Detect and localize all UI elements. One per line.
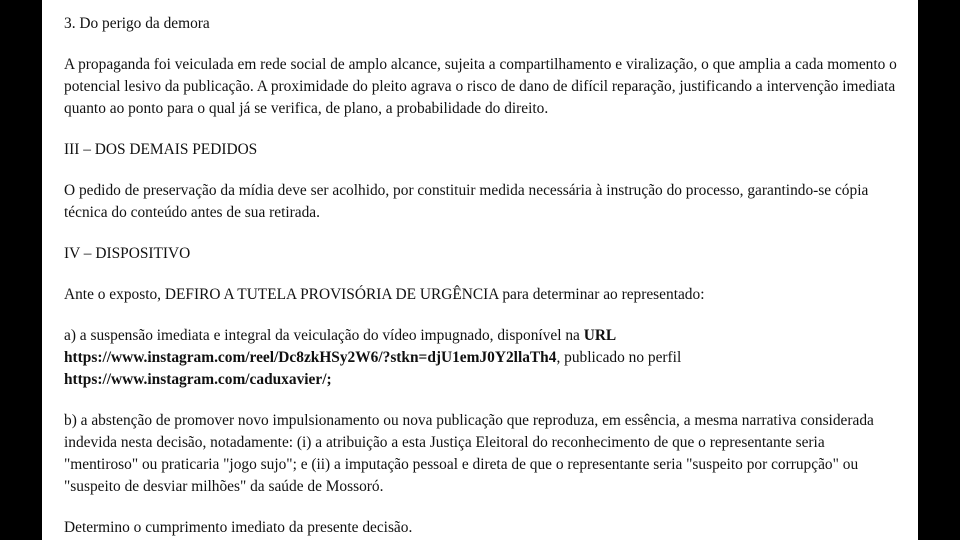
item-a-paragraph (64, 325, 900, 391)
section-IV-heading: IV – DISPOSITIVO (64, 245, 191, 262)
section-III-paragraph: O pedido de preservação da mídia deve ser acolhido, por constituir medida necessária à instrução do processo, garantindo-se cópia técnica do conteúdo antes de sua retirada. (64, 182, 869, 221)
document-body (64, 13, 900, 539)
item-a-url-label: URL (583, 327, 617, 344)
dispositivo-intro: Ante o exposto, DEFIRO A TUTELA PROVISÓRIA DE URGÊNCIA para determinar ao representado: (64, 286, 705, 303)
section-3-paragraph: A propaganda foi veiculada em rede social de amplo alcance, sujeita a compartilhamento e viralização, o que amplia a cada momento o potencial lesivo da publicação. A proximidade do pleito agrava o risco de dano de difícil reparação, justificando a intervenção imediata quanto ao ponto para o qual já se verifica, de plano, a probabilidade do direito. (64, 56, 897, 117)
section-3-heading: 3. Do perigo da demora (64, 15, 210, 32)
item-a-text-2: , publicado no perfil (556, 349, 682, 366)
item-a-text-1: a) a suspensão imediata e integral da veiculação do vídeo impugnado, disponível na (64, 327, 584, 344)
profile-url: https://www.instagram.com/caduxavier/; (64, 371, 332, 388)
document-page (42, 0, 918, 540)
section-III-heading: III – DOS DEMAIS PEDIDOS (64, 141, 258, 158)
item-b-paragraph: b) a abstenção de promover novo impulsionamento ou nova publicação que reproduza, em essência, a mesma narrativa considerada indevida nesta decisão, notadamente: (i) a atribuição a esta Justiça Eleitoral do reconhecimento de que o representante seria "mentiroso" ou praticaria "jogo sujo"; e (ii) a imputação pessoal e direta de que o representante seria "suspeito por corrupção" ou "suspeito de desviar milhões" da saúde de Mossoró. (64, 412, 874, 495)
video-url: https://www.instagram.com/reel/Dc8zkHSy2W6/?stkn=djU1emJ0Y2llaTh4 (64, 349, 557, 366)
closing-paragraph: Determino o cumprimento imediato da presente decisão. (64, 519, 413, 536)
